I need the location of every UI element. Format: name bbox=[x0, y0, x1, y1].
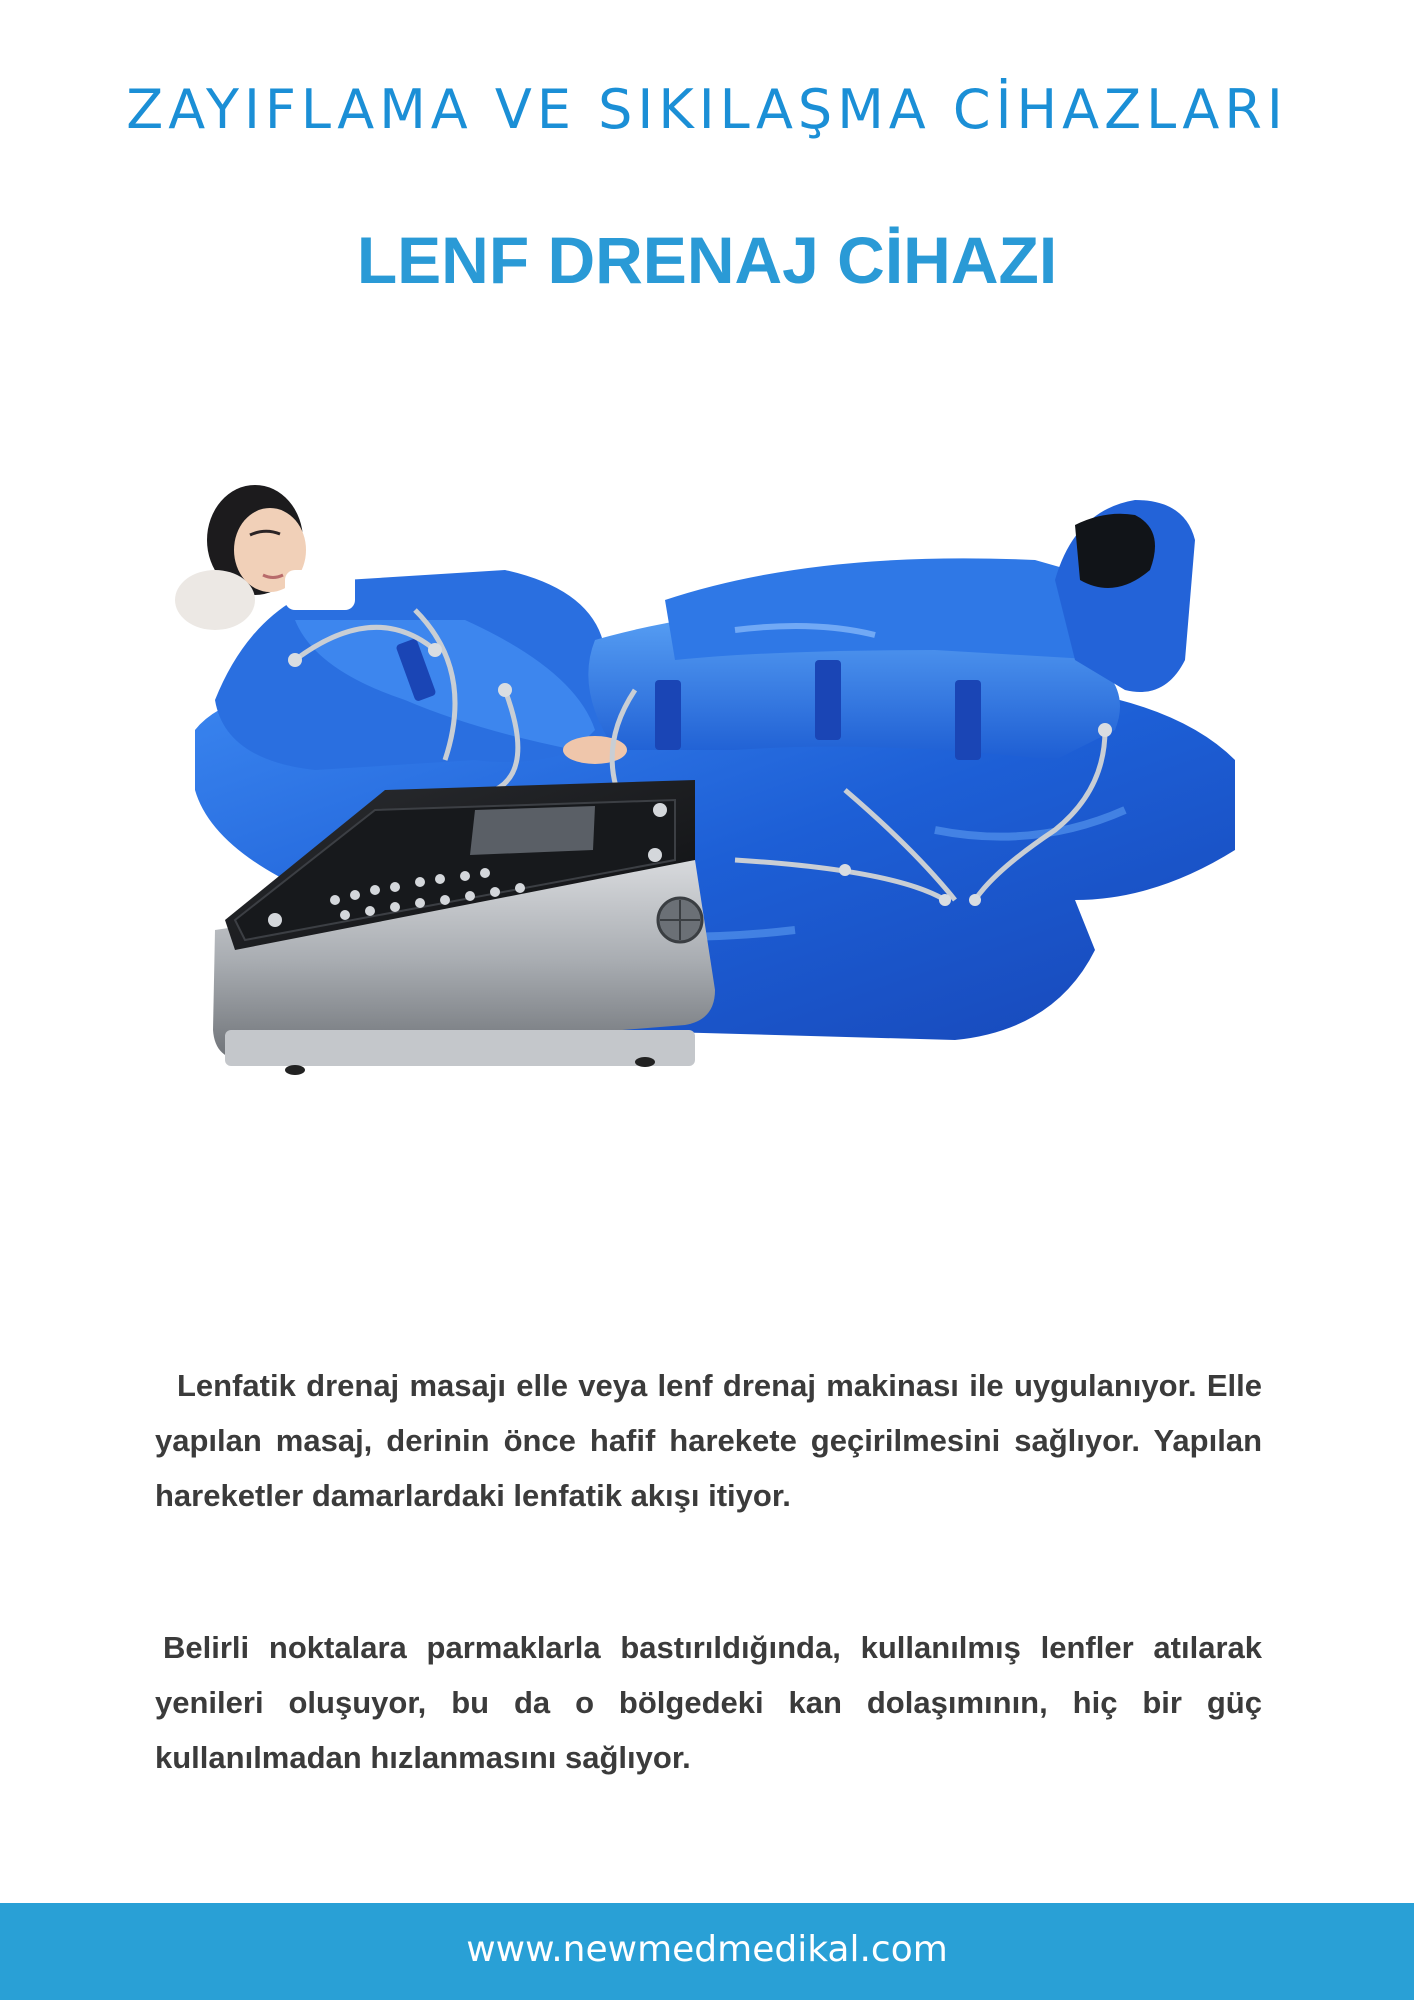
website-link[interactable]: www.newmedmedikal.com bbox=[466, 1929, 948, 1970]
description-paragraph-1: Lenfatik drenaj masajı elle veya lenf drenaj makinası ile uygulanıyor. Elle yapılan masaj, derinin önce hafif harekete geçirilmesini sağlıyor. Yapılan hareketler damarlardaki lenfatik akışı itiyor. bbox=[155, 1368, 1262, 1513]
footer-bar bbox=[0, 1903, 1414, 2000]
product-title: LENF DRENAJ CİHAZI bbox=[356, 223, 1058, 297]
category-title: ZAYIFLAMA VE SIKILAŞMA CİHAZLARI bbox=[126, 78, 1288, 141]
lymph-drainage-device-image bbox=[175, 430, 1255, 1150]
description-paragraph-2: Belirli noktalara parmaklarla bastırıldığında, kullanılmış lenfler atılarak yenileri oluşuyor, bu da o bölgedeki kan dolaşımının, hiç bir güç kullanılmadan hızlanmasını sağlıyor. bbox=[155, 1630, 1262, 1775]
